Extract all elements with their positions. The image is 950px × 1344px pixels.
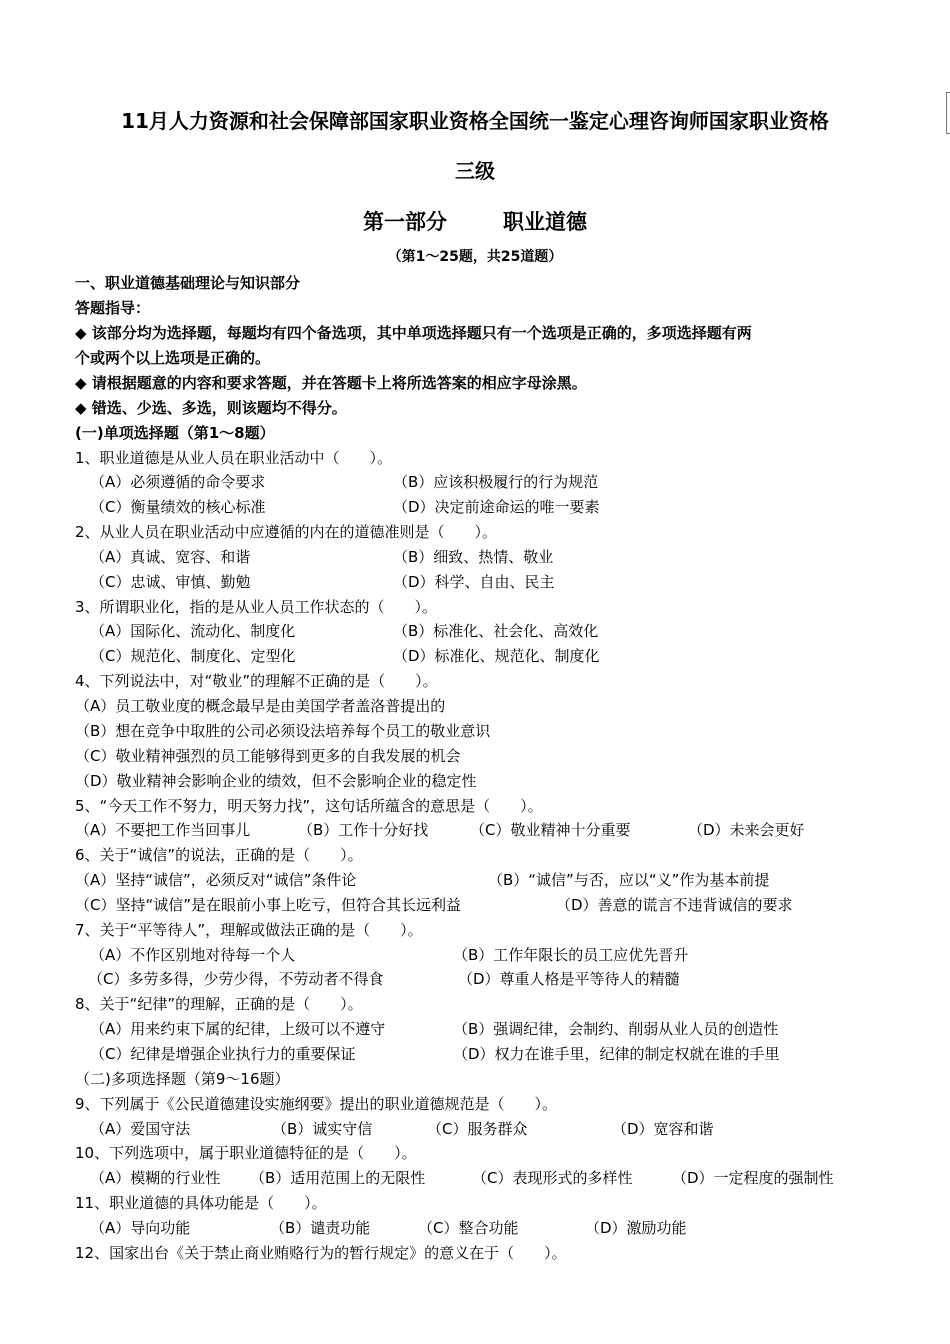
multi-choice-heading: （二)多项选择题（第9～16题） [75, 1070, 290, 1088]
question-option: （B）细致、热情、敬业 [393, 548, 554, 566]
question-option: （C）忠诚、审慎、勤勉 [90, 573, 251, 591]
question-option: （D）科学、自由、民主 [393, 573, 555, 591]
question-stem: 12、国家出台《关于禁止商业贿赂行为的暂行规定》的意义在于（ ）。 [75, 1244, 567, 1262]
question-option: （B）想在竞争中取胜的公司必须设法培养每个员工的敬业意识 [75, 722, 491, 740]
question-stem: 4、下列说法中，对“敬业”的理解不正确的是（ ）。 [75, 672, 438, 690]
question-option: （B）“诚信”与否，应以“义”作为基本前提 [488, 871, 770, 889]
question-stem: 5、“今天工作不努力，明天努力找”，这句话所蕴含的意思是（ ）。 [75, 797, 543, 815]
question-option: （C）服务群众 [427, 1120, 528, 1138]
page-edge-mark [946, 92, 950, 134]
question-option: （D）一定程度的强制性 [672, 1169, 834, 1187]
question-option: （A）真诚、宽容、和谐 [90, 548, 251, 566]
question-stem: 6、关于“诚信”的说法，正确的是（ ）。 [75, 846, 363, 864]
part-label: 第一部分 [363, 210, 447, 234]
question-option: （A）爱国守法 [90, 1120, 191, 1138]
question-stem: 7、关于“平等待人”，理解或做法正确的是（ ）。 [75, 921, 423, 939]
question-option: （D）善意的谎言不违背诚信的要求 [556, 896, 793, 914]
question-option: （D）决定前途命运的唯一要素 [393, 498, 600, 516]
guide-rule: ◆ 请根据题意的内容和要求答题，并在答题卡上将所选答案的相应字母涂黑。 [75, 374, 587, 392]
question-option: （B）工作年限长的员工应优先晋升 [453, 946, 689, 964]
question-option: （C）敬业精神十分重要 [470, 821, 631, 839]
question-option: （B）强调纪律，会制约、削弱从业人员的创造性 [453, 1020, 779, 1038]
question-option: （B）标准化、社会化、高效化 [393, 622, 599, 640]
question-option: （A）不作区别地对待每一个人 [90, 946, 296, 964]
question-option: （C）整合功能 [418, 1219, 519, 1237]
question-option: （C）坚持“诚信”是在眼前小事上吃亏，但符合其长远利益 [75, 896, 462, 914]
question-option: （B）工作十分好找 [298, 821, 429, 839]
question-option: （A）坚持“诚信”，必须反对“诚信”条件论 [75, 871, 357, 889]
question-option: （D）宽容和谐 [612, 1120, 714, 1138]
question-option: （B）诚实守信 [272, 1120, 373, 1138]
question-option: （C）规范化、制度化、定型化 [90, 647, 296, 665]
question-option: （B）适用范围上的无限性 [250, 1169, 426, 1187]
question-option: （A）必须遵循的命令要求 [90, 473, 266, 491]
guide-rule: ◆ 错选、少选、多选，则该题均不得分。 [75, 399, 347, 417]
question-option: （D）权力在谁手里，纪律的制定权就在谁的手里 [453, 1045, 780, 1063]
question-option: （D）未来会更好 [688, 821, 805, 839]
question-option: （C）敬业精神强烈的员工能够得到更多的自我发展的机会 [75, 747, 461, 765]
question-option: （C）纪律是增强企业执行力的重要保证 [90, 1045, 356, 1063]
question-option: （A）导向功能 [90, 1219, 191, 1237]
question-stem: 9、下列属于《公民道德建设实施纲要》提出的职业道德规范是（ ）。 [75, 1095, 558, 1113]
question-count: （第1～25题，共25道题） [387, 249, 563, 265]
question-option: （D）尊重人格是平等待人的精髓 [458, 970, 680, 988]
question-option: （A）用来约束下属的纪律，上级可以不遵守 [90, 1020, 386, 1038]
question-stem: 11、职业道德的具体功能是（ ）。 [75, 1194, 327, 1212]
guide-rule: 个或两个以上选项是正确的。 [75, 349, 271, 367]
question-option: （B）应该积极履行的行为规范 [393, 473, 599, 491]
question-option: （C）多劳多得，少劳少得，不劳动者不得食 [88, 970, 384, 988]
question-option: （A）不要把工作当回事儿 [75, 821, 251, 839]
section-heading: 一、职业道德基础理论与知识部分 [75, 274, 301, 292]
question-option: （D）敬业精神会影响企业的绩效，但不会影响企业的稳定性 [75, 772, 477, 790]
question-option: （B）谴责功能 [270, 1219, 371, 1237]
question-option: （C）表现形式的多样性 [472, 1169, 633, 1187]
single-choice-heading: (一)单项选择题（第1～8题） [75, 424, 275, 442]
question-option: （C）衡量绩效的核心标准 [90, 498, 266, 516]
question-option: （A）国际化、流动化、制度化 [90, 622, 296, 640]
question-stem: 1、职业道德是从业人员在职业活动中（ ）。 [75, 449, 393, 467]
question-stem: 3、所谓职业化，指的是从业人员工作状态的（ ）。 [75, 598, 438, 616]
document-title-line2: 三级 [455, 159, 495, 183]
question-option: （A）模糊的行业性 [90, 1169, 221, 1187]
question-option: （D）激励功能 [585, 1219, 687, 1237]
question-option: （D）标准化、规范化、制度化 [393, 647, 600, 665]
guide-heading: 答题指导： [75, 299, 151, 317]
question-stem: 2、从业人员在职业活动中应遵循的内在的道德准则是（ ）。 [75, 523, 498, 541]
guide-rule: ◆ 该部分均为选择题，每题均有四个备选项，其中单项选择题只有一个选项是正确的，多项选择题有两 [75, 324, 752, 342]
question-stem: 8、关于“纪律”的理解，正确的是（ ）。 [75, 995, 363, 1013]
part-heading [0, 208, 950, 236]
question-option: （A）员工敬业度的概念最早是由美国学者盖洛普提出的 [75, 697, 446, 715]
question-stem: 10、下列选项中，属于职业道德特征的是（ ）。 [75, 1144, 417, 1162]
document-title-line1: 11月人力资源和社会保障部国家职业资格全国统一鉴定心理咨询师国家职业资格 [121, 109, 829, 133]
part-name: 职业道德 [503, 210, 587, 234]
